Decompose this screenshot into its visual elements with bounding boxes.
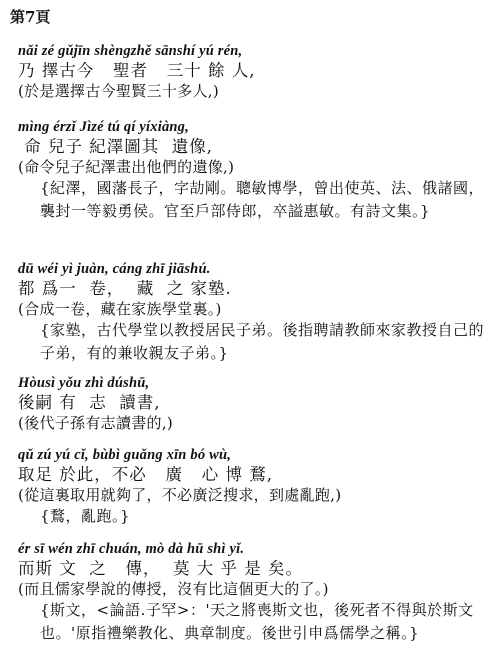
verse-section-2 (18, 118, 488, 223)
chinese-text-line: 乃 擇古今 聖者 三十 餘 人, (18, 61, 256, 80)
chinese-text-line: 命 兒子 紀澤圖其 遺像, (18, 137, 213, 156)
pinyin-line: Hòusì yǒu zhì dúshū, (18, 375, 150, 391)
chinese-text-line: 都 爲一 卷， 藏 之 家塾. (18, 279, 232, 298)
chinese-text-line: 而斯 文 之 傳， 莫 大 乎 是 矣。 (18, 559, 303, 578)
pinyin-line: qǔ zú yú cǐ, bùbì guǎng xīn bó wù, (18, 447, 232, 463)
annotation-note: {紀澤，國藩長子，字劼剛。聰敏博學，曾出使英、法、俄諸國，襲封一等毅勇侯。官至戶部侍郎，卒謚惠敏。有詩文集。} (40, 179, 485, 220)
pinyin-line: dū wéi yì juàn, cáng zhī jiāshú. (18, 261, 211, 277)
verse-section-1 (18, 42, 488, 101)
annotation-note: {斯文，<論語.子罕>：'天之將喪斯文也，後死者不得與於斯文也。'原指禮樂教化、典章制度。後世引申爲儒學之稱。} (40, 601, 474, 642)
verse-section-3 (18, 260, 488, 365)
page-number: 第7頁 (10, 8, 51, 26)
annotation-note: {家塾，古代學堂以教授居民子弟。後指聘請教師來家教授自己的子弟，有的兼收親友子弟。} (40, 321, 485, 362)
annotation-note: {鶩，亂跑。} (40, 507, 131, 525)
verse-section-6 (18, 540, 488, 645)
translation-line: (從這裏取用就夠了，不必廣泛搜求，到處亂跑,) (18, 486, 342, 504)
translation-line: (命令兒子紀澤畫出他們的遺像,) (18, 158, 235, 176)
translation-line: (合成一卷，藏在家族學堂裏。) (18, 300, 222, 318)
pinyin-line: nǎi zé gǔjīn shèngzhě sānshí yú rén, (18, 43, 243, 59)
translation-line: (於是選擇古今聖賢三十多人,) (18, 82, 219, 100)
translation-line: (而且儒家學說的傳授，沒有比這個更大的了。) (18, 580, 329, 598)
verse-section-5 (18, 446, 488, 528)
chinese-text-line: 取足 於此，不必 廣 心 博 鶩, (18, 465, 273, 484)
chinese-text-line: 後嗣 有 志 讀書, (18, 393, 161, 412)
pinyin-line: mìng érzǐ Jìzé tú qí yíxiàng, (18, 119, 189, 135)
pinyin-line: ér sī wén zhī chuán, mò dà hū shì yǐ. (18, 541, 245, 557)
translation-line: (後代子孫有志讀書的,) (18, 414, 174, 432)
verse-section-4 (18, 374, 488, 433)
